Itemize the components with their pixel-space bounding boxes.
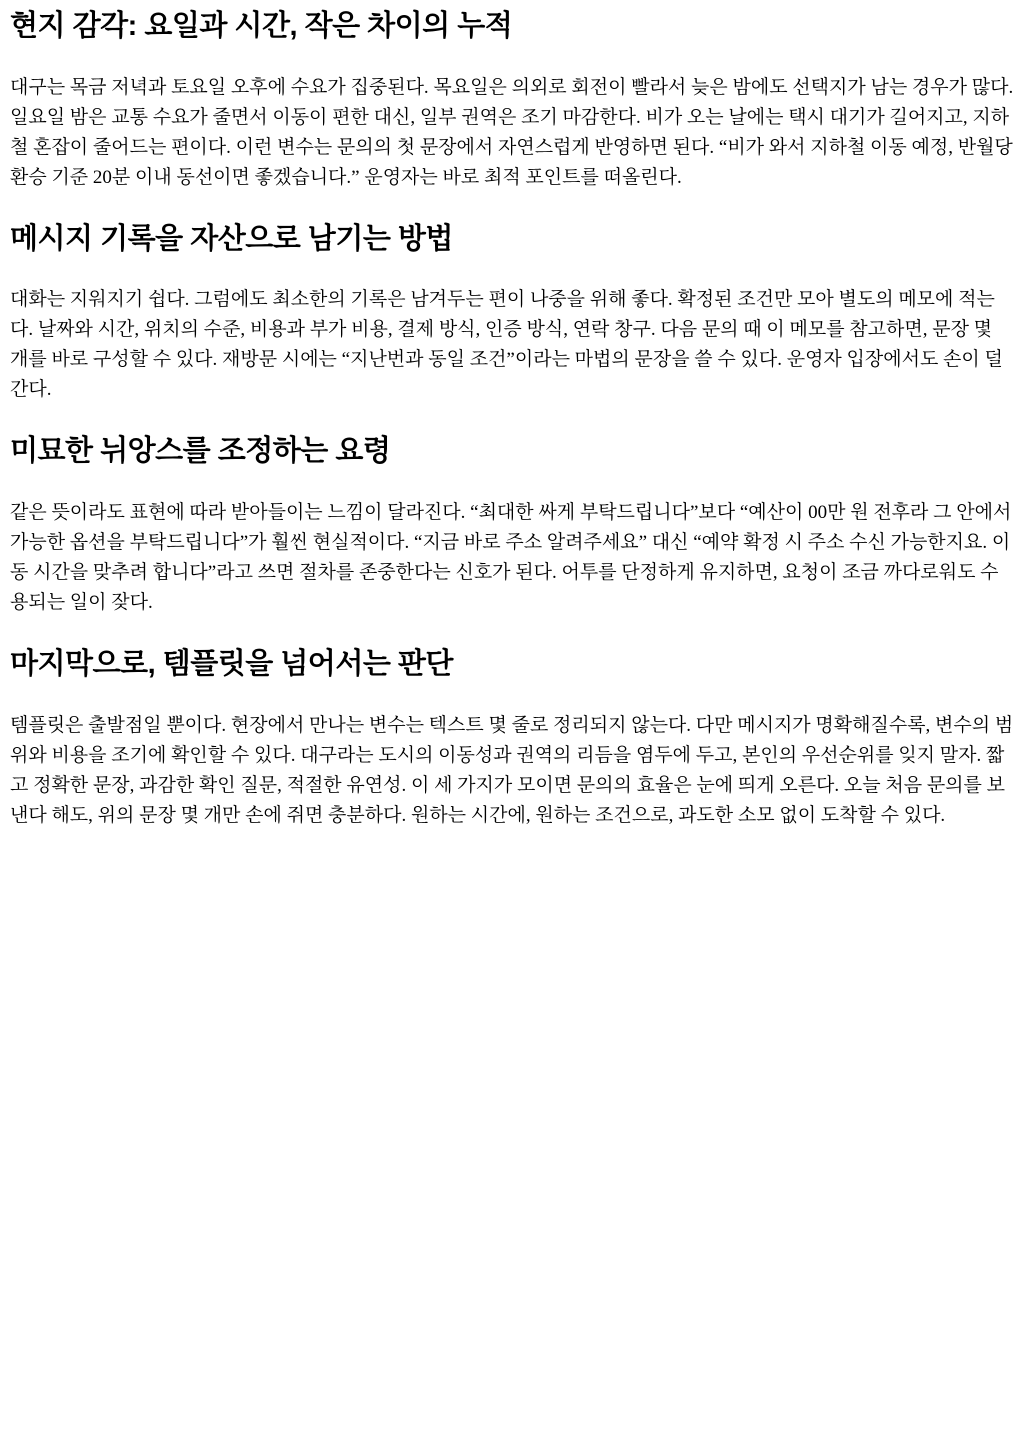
section-message-records	[10, 223, 1014, 406]
section-beyond-template	[10, 648, 1014, 831]
section-heading: 마지막으로, 템플릿을 넘어서는 판단	[10, 647, 453, 680]
section-paragraph: 템플릿은 출발점일 뿐이다. 현장에서 만나는 변수는 텍스트 몇 줄로 정리되지 않는다. 다만 메시지가 명확해질수록, 변수의 범위와 비용을 조기에 확인할 수 있다. 대구라는 도시의 이동성과 권역의 리듬을 염두에 두고, 본인의 우선순위를 잊지 말자. 짧고 정확한 문장, 과감한 확인 질문, 적절한 유연성. 이 세 가지가 모이면 문의의 효율은 눈에 띄게 오른다. 오늘 처음 문의를 보낸다 해도, 위의 문장 몇 개만 손에 쥐면 충분하다. 원하는 시간에, 원하는 조건으로, 과도한 소모 없이 도착할 수 있다.	[10, 714, 1014, 826]
section-heading: 미묘한 뉘앙스를 조정하는 요령	[10, 435, 391, 468]
section-paragraph: 대구는 목금 저녁과 토요일 오후에 수요가 집중된다. 목요일은 의외로 회전이 빨라서 늦은 밤에도 선택지가 남는 경우가 많다. 일요일 밤은 교통 수요가 줄면서 이동이 편한 대신, 일부 권역은 조기 마감한다. 비가 오는 날에는 택시 대기가 길어지고, 지하철 혼잡이 줄어드는 편이다. 이런 변수는 문의의 첫 문장에서 자연스럽게 반영하면 된다. “비가 와서 지하철 이동 예정, 반월당 환승 기준 20분 이내 동선이면 좋겠습니다.” 운영자는 바로 최적 포인트를 떠올린다.	[10, 76, 1014, 188]
section-local-sense	[10, 10, 1014, 193]
section-nuance-tips	[10, 435, 1014, 618]
section-heading: 메시지 기록을 자산으로 남기는 방법	[10, 222, 453, 255]
section-heading: 현지 감각: 요일과 시간, 작은 차이의 누적	[10, 10, 513, 42]
section-paragraph: 같은 뜻이라도 표현에 따라 받아들이는 느낌이 달라진다. “최대한 싸게 부탁드립니다”보다 “예산이 00만 원 전후라 그 안에서 가능한 옵션을 부탁드립니다”가 훨씬 현실적이다. “지금 바로 주소 알려주세요” 대신 “예약 확정 시 주소 수신 가능한지요. 이동 시간을 맞추려 합니다”라고 쓰면 절차를 존중한다는 신호가 된다. 어투를 단정하게 유지하면, 요청이 조금 까다로워도 수용되는 일이 잦다.	[10, 501, 1012, 613]
section-paragraph: 대화는 지워지기 쉽다. 그럼에도 최소한의 기록은 남겨두는 편이 나중을 위해 좋다. 확정된 조건만 모아 별도의 메모에 적는다. 날짜와 시간, 위치의 수준, 비용과 부가 비용, 결제 방식, 인증 방식, 연락 창구. 다음 문의 때 이 메모를 참고하면, 문장 몇 개를 바로 구성할 수 있다. 재방문 시에는 “지난번과 동일 조건”이라는 마법의 문장을 쓸 수 있다. 운영자 입장에서도 손이 덜 간다.	[10, 289, 1003, 401]
